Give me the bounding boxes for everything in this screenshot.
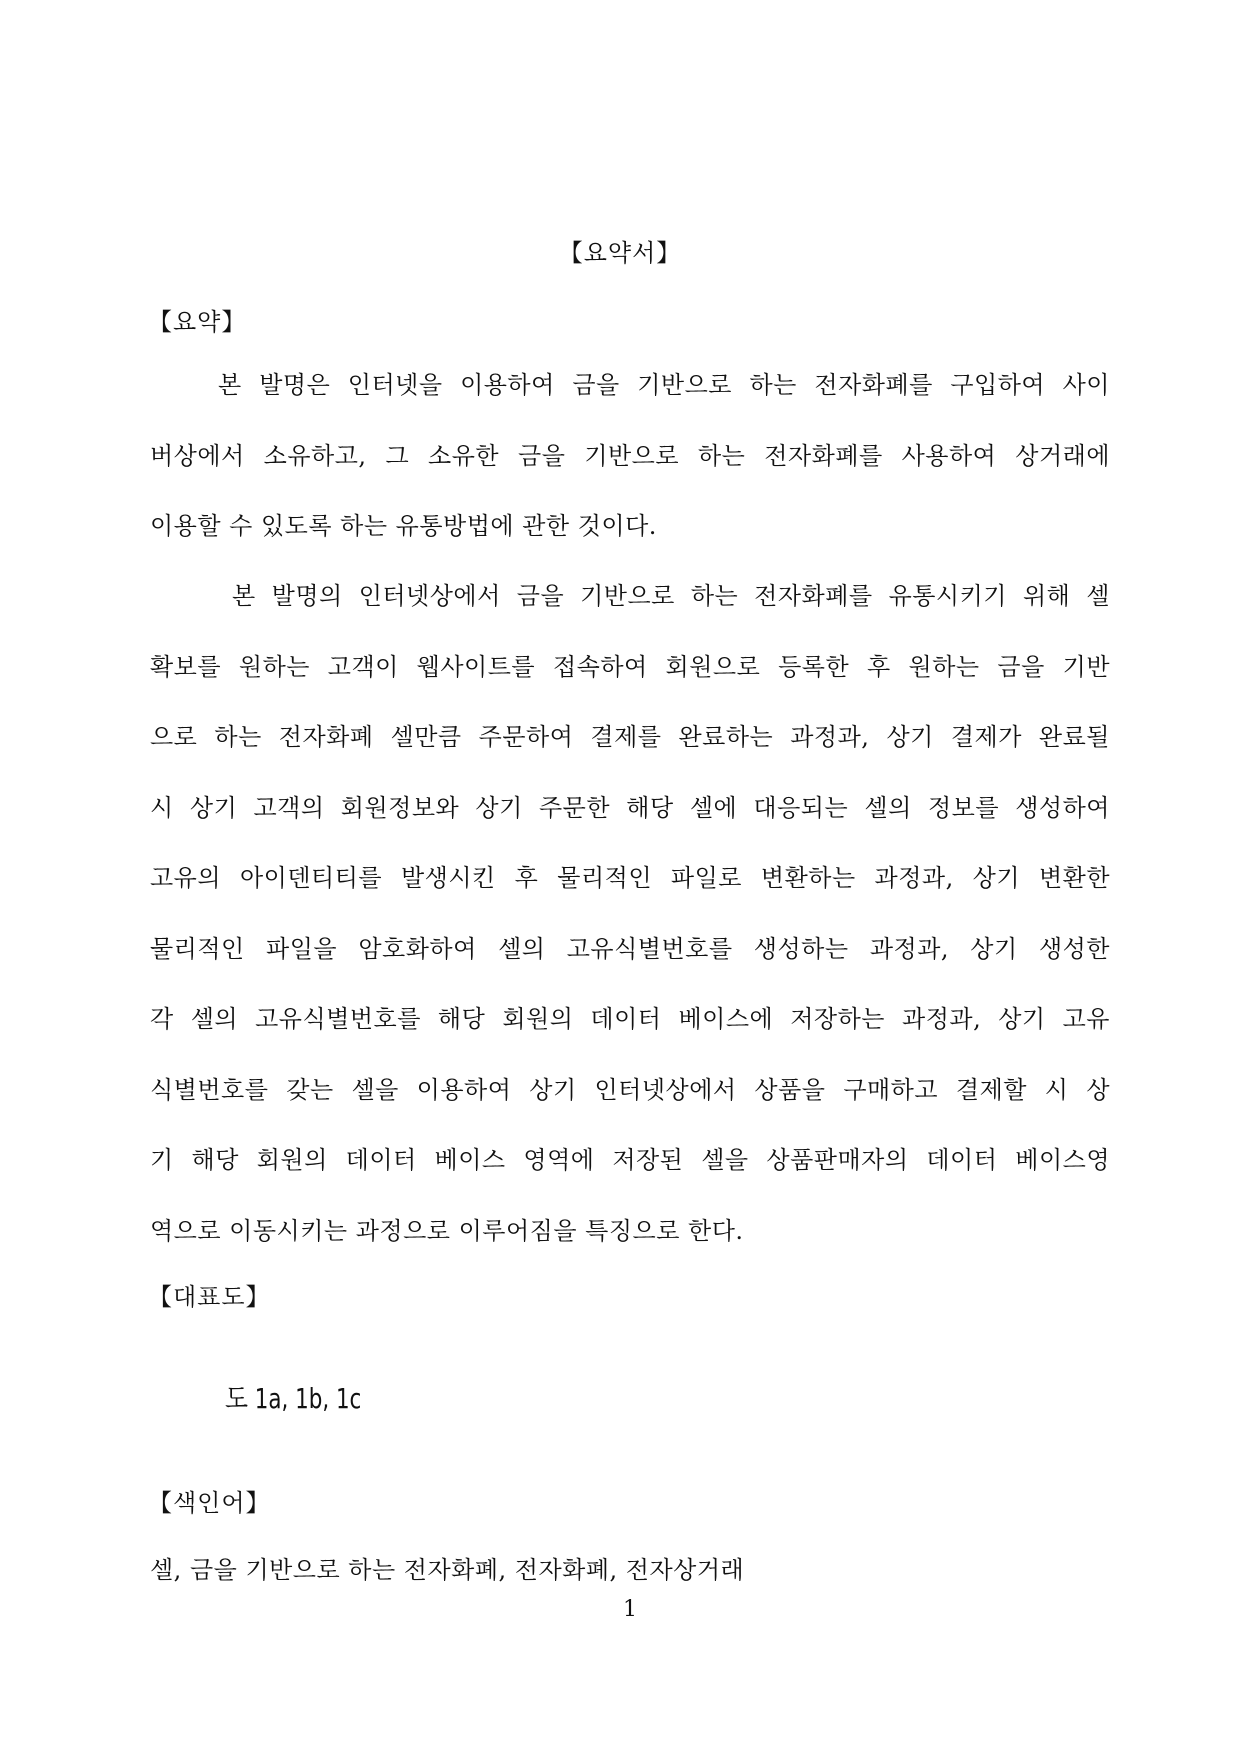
- paragraph-line: 버상에서 소유하고, 그 소유한 금을 기반으로 하는 전자화폐를 사용하여 상거래에: [150, 441, 1110, 470]
- page-number: 1: [623, 1597, 637, 1622]
- paragraph-line: 본 발명은 인터넷을 이용하여 금을 기반으로 하는 전자화폐를 구입하여 사이: [218, 371, 1110, 399]
- paragraph-line: 확보를 원하는 고객이 웹사이트를 접속하여 회원으로 등록한 후 원하는 금을 기반: [150, 652, 1110, 681]
- paragraph-line: 본 발명의 인터넷상에서 금을 기반으로 하는 전자화폐를 유통시키기 위해 셀: [232, 582, 1110, 610]
- representative-figure-heading: 【대표도】: [148, 1283, 271, 1311]
- paragraph-line: 식별번호를 갖는 셀을 이용하여 상기 인터넷상에서 상품을 구매하고 결제할 시 상: [150, 1075, 1110, 1104]
- paragraph-line: 역으로 이동시키는 과정으로 이루어짐을 특징으로 한다.: [150, 1216, 744, 1245]
- summary-heading: 【요약】: [148, 308, 247, 336]
- paragraph-line: 시 상기 고객의 회원정보와 상기 주문한 해당 셀에 대응되는 셀의 정보를 생성하여: [150, 793, 1110, 822]
- paragraph-line: 기 해당 회원의 데이터 베이스 영역에 저장된 셀을 상품판매자의 데이터 베이스영: [150, 1146, 1110, 1174]
- index-terms-heading: 【색인어】: [148, 1489, 271, 1517]
- document-title: 【요약서】: [558, 239, 682, 267]
- summary-paragraph-2: [150, 561, 1110, 1266]
- summary-paragraph-1: [150, 350, 1110, 562]
- representative-figure-reference: 도 1a, 1b, 1c: [225, 1382, 362, 1415]
- paragraph-line: 고유의 아이덴티티를 발생시킨 후 물리적인 파일로 변환하는 과정과, 상기 변환한: [150, 864, 1110, 892]
- paragraph-line: 으로 하는 전자화폐 셀만큼 주문하여 결제를 완료하는 과정과, 상기 결제가 완료될: [150, 723, 1110, 751]
- index-terms: 셀, 금을 기반으로 하는 전자화폐, 전자화폐, 전자상거래: [150, 1556, 745, 1584]
- paragraph-line: 이용할 수 있도록 하는 유통방법에 관한 것이다.: [150, 512, 657, 540]
- paragraph-line: 물리적인 파일을 암호화하여 셀의 고유식별번호를 생성하는 과정과, 상기 생성한: [150, 934, 1110, 963]
- paragraph-line: 각 셀의 고유식별번호를 해당 회원의 데이터 베이스에 저장하는 과정과, 상기 고유: [150, 1005, 1110, 1033]
